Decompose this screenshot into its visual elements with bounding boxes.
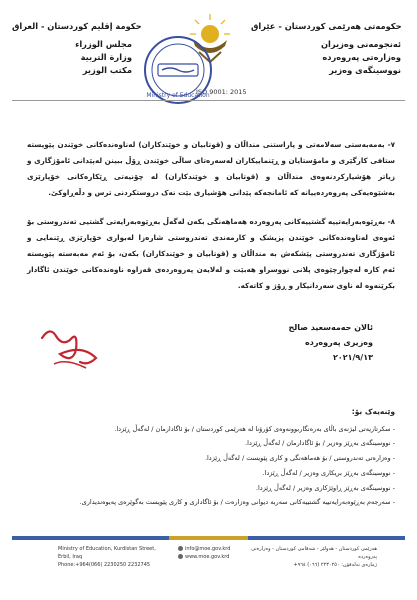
copies-item: - سەرجەم بەڕێوەبەرایەتییە گشتییەکانی سەربە دیوانی وەزارەت / بۆ ئاگاداری و کاری پێویست بەگوێرەی پەیوەندیداری. [79, 498, 395, 507]
header-left-line-1: حكومة إقليم كوردستان - العراق [12, 21, 142, 31]
header-left-line-2: مجلس الوزراء [75, 39, 132, 49]
header-right-line-2: ئەنجومەنی وەزیران [320, 39, 401, 49]
footer-right [247, 545, 377, 569]
header-left-line-3: وزارة التربية [80, 52, 132, 62]
signature-date: ٢٠٢١/٩/١٣ [332, 353, 373, 362]
header-right-line-3: وەزارەتی پەروەردە [322, 52, 401, 62]
paragraph-7: ٧- بەمەبەستی سەلامەتی و پاراستنی منداڵان و (قوتابیان و خوێندکاران) لەناوەندەکانی خوێندن پێویستە ستافی کارگێری و مامۆستایان و ڕێنماییکاران لەسەرەتای ساڵی خوێندن ڕۆڵ ببینن لەپێدانی ئامۆژگاری و زیاتر هۆشیارکردنەوەی منداڵان و (قوتابیان و خوێندکاران) لە چۆنیەتی ڕێکارەکانی خۆپارێزی بەشێوەیەکی پەروەردەییانە کە ئامانجەکە پێدانی هۆشیاری بێت نەک دروستکردنی ترس و دڵەڕاوکێ. [27, 140, 395, 197]
signatory-name: ئالان حەمەسعید صالح [288, 323, 373, 332]
paragraph-8: ٨- بەڕێوەبەرایەتییە گشتییەکانی پەروەردە هەماهەنگی بکەن لەگەڵ بەڕێوەبەرایەتی گشتیی تەندروستی بۆ ئەوەی لەناوەندەکانی خوێندن پزیشک و کارمەندی تەندروستی شارەزا لەبواری خۆپارێزی ڕێنمایی و ئامۆژگاری تەندروستی پێشکەش بە منداڵان و (قوتابیان و خوێندکاران) بکەن، بۆ ئەم مەبەستە پێویستە ئەم کارە لەچوارچێوەی پلانی نووسراو هەبێت و لەلایەن پەروەردەی قەزاوە ناوەندەکانی خوێندن ئاگادار بکرێنەوە لە ناوی سەردانیکار و ڕۆژ و کاتەکە. [27, 217, 395, 290]
email-icon [178, 546, 183, 551]
header-left-line-4: مكتب الوزير [82, 65, 132, 75]
copies-item: - نووسینگەی بەڕێز بریکاری وەزیر / لەگەڵ ڕێزدا. [262, 468, 395, 477]
header-right-line-1: حکومەتی هەرێمی کوردستان - عێراق [251, 21, 402, 31]
ministry-stamp-icon [142, 34, 214, 106]
signature-block [288, 320, 373, 365]
header-right-line-4: نووسینگەی وەزیر [329, 65, 401, 75]
footer-email[interactable]: info@moe.gov.krd [185, 546, 231, 552]
footer-address-ku: هەرێمی کوردستان - هەولێر - شەقامی کوردستان - وەزارەتی پەروەردە [251, 546, 377, 560]
handwritten-signature-icon [36, 324, 106, 374]
copies-list [25, 405, 395, 510]
footer-phone-en: Phone:+964(066) 2230250 2232745 [58, 562, 151, 568]
footer-middle [178, 545, 238, 561]
copies-item: - سکرتاریەتی لیژنەی باڵای بەرەنگاربوونەوەی کۆرۆنا لە هەرێمی کوردستان / بۆ ئاگادارمان / لەگەڵ ڕێزدا. [114, 424, 395, 433]
footer-website[interactable]: www.moe.gov.krd [185, 554, 230, 560]
header-divider [12, 100, 405, 101]
svg-text:Ministry of Education: Ministry of Education [146, 92, 210, 99]
signatory-title: وەزیری پەروەردە [305, 338, 373, 347]
copies-title: وێنەیەک بۆ: [351, 407, 395, 416]
globe-icon [178, 554, 183, 559]
copies-item: - نووسینگەی بەڕێز وەزیر / بۆ ئاگادارمان / لەگەڵ ڕێزدا. [245, 439, 395, 448]
footer-address-en: Ministry of Education, Kurdistan Street, Erbil, Iraq [58, 546, 156, 560]
header-left-block [12, 20, 142, 77]
iso-label: ISO 9001: 2015 [196, 88, 247, 96]
copies-item: - نووسینگەی بەڕێز ڕاوێژکاری وەزیر / لەگەڵ ڕێزدا. [255, 483, 395, 492]
copies-item: - وەزارەتی تەندروستی / بۆ هەماهەنگی و کاری پێویست / لەگەڵ ڕێزدا. [204, 454, 395, 463]
header-right-block [251, 20, 401, 77]
footer-left [58, 545, 158, 569]
footer-phone-ku: ژمارەی تەلەفۆن: ٢٢٣٠٢٥٠ (٠٦٦) ٩٦٤+ [293, 562, 377, 568]
footer-divider [12, 536, 405, 540]
